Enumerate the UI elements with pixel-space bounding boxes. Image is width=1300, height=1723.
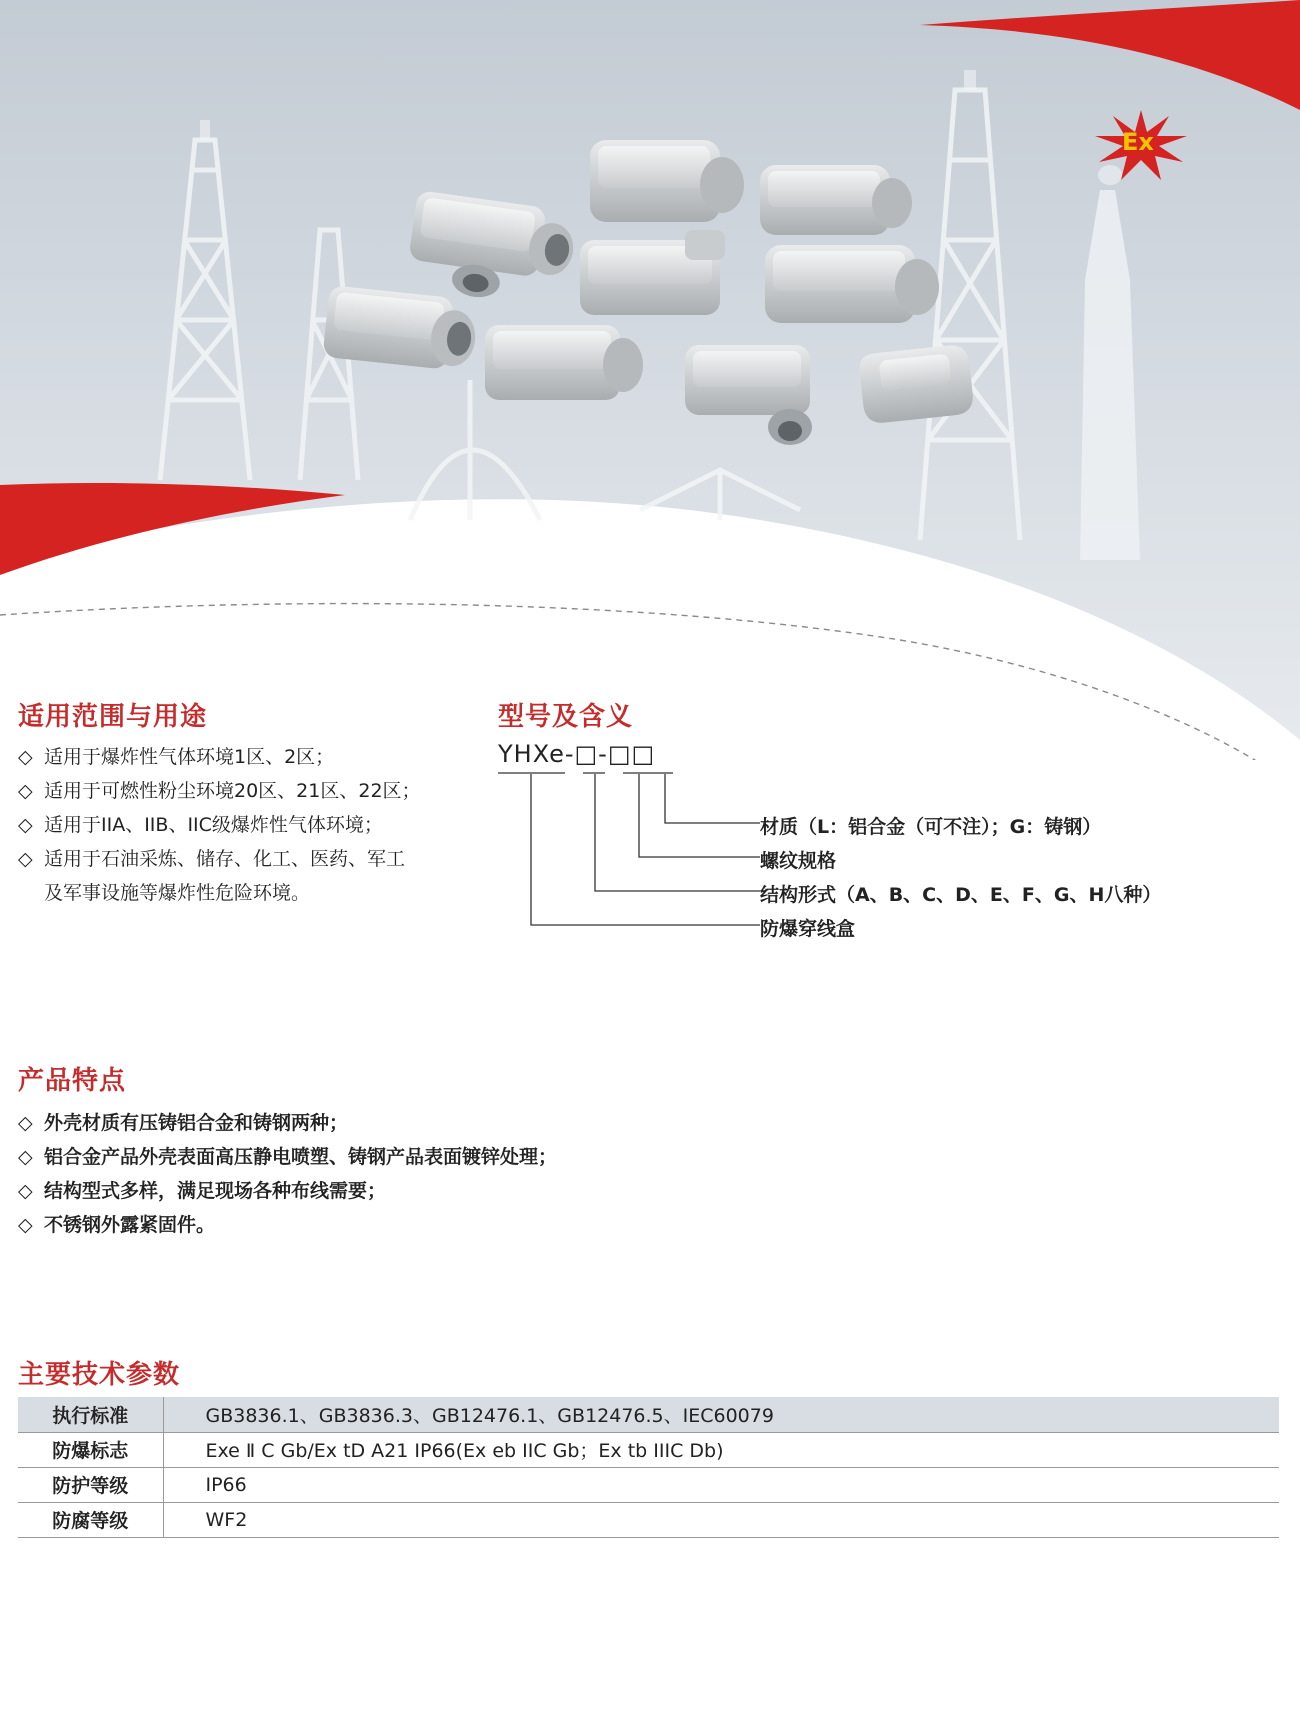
features-title: 产品特点: [18, 1066, 127, 1096]
features-list: [18, 1106, 918, 1242]
list-item: ◇ 适用于爆炸性气体环境1区、2区；: [18, 746, 335, 768]
spec-value: WF2: [205, 1508, 248, 1531]
model-code: YHXe-□-□□: [498, 740, 656, 768]
scope-title: 适用范围与用途: [18, 702, 208, 732]
spec-key: 防腐等级: [18, 1502, 163, 1537]
list-item: ◇ 适用于石油采炼、储存、化工、医药、军工 及军事设施等爆炸性危险环境。: [18, 848, 406, 904]
specs-title: 主要技术参数: [18, 1360, 181, 1390]
red-swoosh-left: [0, 483, 345, 575]
model-title: 型号及含义: [498, 702, 634, 732]
list-item: ◇ 外壳材质有压铸铝合金和铸钢两种；: [18, 1112, 349, 1134]
dashed-divider: [0, 604, 1300, 760]
list-item: ◇ 不锈钢外露紧固件。: [18, 1214, 216, 1236]
ex-badge-label: Ex: [1122, 128, 1154, 156]
specs-table: [18, 1397, 1279, 1538]
model-label-thread: 螺纹规格: [760, 850, 837, 872]
spec-value: Exe Ⅱ C Gb/Ex tD A21 IP66(Ex eb IIC Gb；Ex tb IIIC Db): [205, 1440, 724, 1462]
table-row: [18, 1432, 1279, 1467]
spec-value: IP66: [205, 1473, 247, 1496]
table-row: [18, 1467, 1279, 1502]
scope-list: [18, 740, 488, 910]
model-label-product: 防爆穿线盒: [760, 918, 856, 940]
model-label-material: 材质（L：铝合金（可不注）；G：铸钢）: [760, 816, 1102, 838]
spec-key: 执行标准: [18, 1397, 163, 1432]
list-item: ◇ 铝合金产品外壳表面高压静电喷塑、铸钢产品表面镀锌处理；: [18, 1146, 558, 1168]
spec-value: GB3836.1、GB3836.3、GB12476.1、GB12476.5、IEC60079: [205, 1404, 774, 1427]
list-item: ◇ 结构型式多样，满足现场各种布线需要；: [18, 1180, 387, 1202]
table-row: [18, 1397, 1279, 1432]
spec-key: 防护等级: [18, 1467, 163, 1502]
model-diagram-lines: [495, 770, 775, 940]
table-row: [18, 1502, 1279, 1537]
list-item: ◇ 适用于可燃性粉尘环境20区、21区、22区；: [18, 780, 421, 802]
model-label-structure: 结构形式（A、B、C、D、E、F、G、H八种）: [760, 884, 1162, 906]
list-item: ◇ 适用于IIA、IIB、IIC级爆炸性气体环境；: [18, 814, 383, 836]
spec-key: 防爆标志: [18, 1432, 163, 1467]
